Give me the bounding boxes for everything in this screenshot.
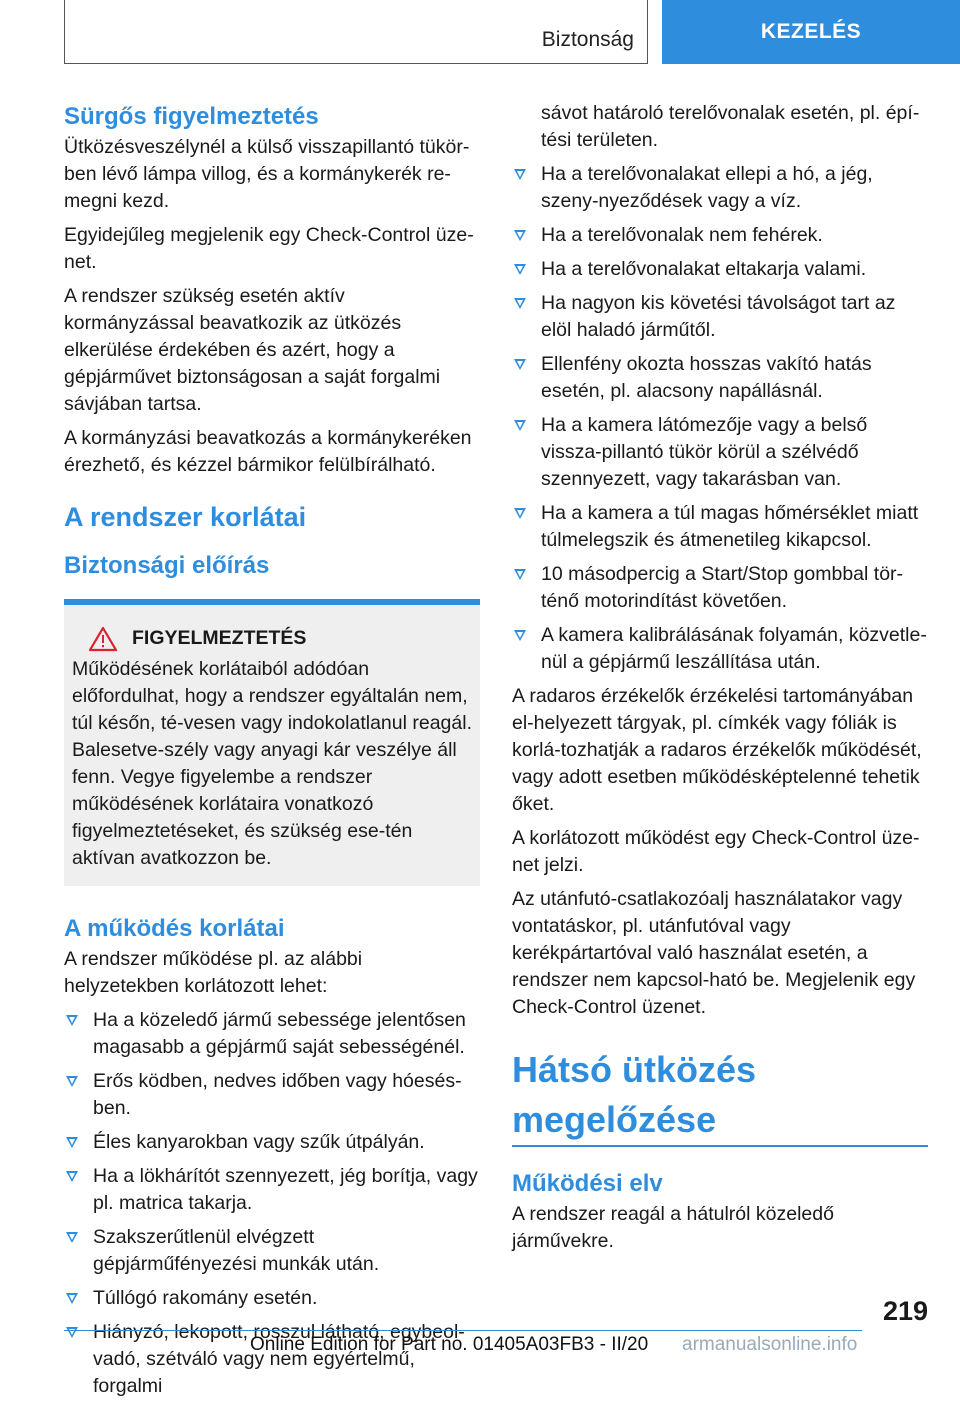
paragraph: A rendszer működése pl. az alábbi helyzetekben korlátozott lehet: — [64, 948, 363, 997]
heading-function-limits: A működés korlátai — [64, 915, 285, 942]
footer-rule — [64, 1330, 862, 1331]
page-number: 219 — [882, 1296, 928, 1326]
heading-rear-collision: Hátsó ütközés megelőzése — [512, 1049, 757, 1140]
list-item: Szakszerűtlenül elvégzett gépjárműfényezési munkák után. — [64, 1224, 480, 1278]
list-item: Ha nagyon kis követési távolságot tart az elöl haladó járműtől. — [512, 290, 928, 344]
list-item: Hiányzó, lekopott, rosszul látható, egybeol-vadó, szétváló vagy nem egyértelmű, forgalmi — [64, 1319, 480, 1400]
list-item: A kamera kalibrálásának folyamán, közvetle-nül a gépjármű leszállítása után. — [512, 622, 928, 676]
heading-system-limits: A rendszer korlátai — [64, 502, 307, 532]
watermark: armanualsonline.info — [682, 1334, 858, 1355]
bullet-triangle-icon — [66, 1293, 78, 1304]
list-item: Ha a terelővonalakat ellepi a hó, a jég, szeny-nyeződések vagy a víz. — [512, 161, 928, 215]
list-item: Ha a terelővonalakat eltakarja valami. — [512, 256, 928, 283]
header-chapter-tab[interactable]: KEZELÉS — [662, 0, 960, 64]
heading-rule — [512, 1045, 928, 1147]
bullet-triangle-icon — [66, 1232, 78, 1243]
bullet-triangle-icon — [514, 169, 526, 180]
left-column — [64, 100, 480, 1407]
paragraph: Ütközésveszélynél a külső visszapillantó tükör-ben lévő lámpa villog, és a kormánykerék re-megni kezd. — [64, 136, 470, 212]
list-item: Ha a terelővonalak nem fehérek. — [512, 222, 928, 249]
list-item: Erős ködben, nedves időben vagy hóesés-ben. — [64, 1068, 480, 1122]
paragraph: A korlátozott működést egy Check-Control üze-net jelzi. — [512, 827, 920, 876]
bullet-triangle-icon — [514, 569, 526, 580]
bullet-triangle-icon — [66, 1137, 78, 1148]
heading-urgent-warning: Sürgős figyelmeztetés — [64, 103, 319, 130]
right-column — [512, 100, 928, 1262]
bullet-triangle-icon — [66, 1327, 78, 1338]
list-item: Ha a közeledő jármű sebessége jelentősen magasabb a gépjármű saját sebességénél. — [64, 1007, 480, 1061]
list-item: Ha a kamera a túl magas hőmérséklet miatt túlmelegszik és átmenetileg kikapcsol. — [512, 500, 928, 554]
warning-text: Működésének korlátaiból adódóan előfordulhat, hogy a rendszer egyáltalán nem, túl későn, té-vesen vagy indokolatlanul reagál. Balesetve-szély vagy anyagi kár veszélye áll fenn. Vegye figyelembe a rendszer működésének korlátaira vonatkozó figyelmeztetéseket, és szükség ese-tén aktívan avatkozzon be. — [72, 658, 472, 869]
paragraph: A kormányzási beavatkozás a kormánykeréken érezhető, és kézzel bármikor felülbírálható. — [64, 427, 472, 476]
bullet-triangle-icon — [514, 630, 526, 641]
warning-box — [64, 599, 480, 886]
warning-header — [72, 625, 472, 652]
limits-list-continued — [512, 161, 928, 676]
footer-edition: Online Edition for Part no. 01405A03FB3 - II/20 — [250, 1334, 649, 1355]
bullet-triangle-icon — [514, 298, 526, 309]
bullet-triangle-icon — [66, 1015, 78, 1026]
paragraph: Az utánfutó-csatlakozóalj használatakor vagy vontatáskor, pl. utánfutóval vagy kerékpártartóval való használat esetén, a rendszer nem kapcsol-ható be. Megjelenik egy Check-Control üzenet. — [512, 888, 916, 1018]
bullet-triangle-icon — [514, 264, 526, 275]
list-item-continuation: sávot határoló terelővonalak esetén, pl. épí-tési területen. — [541, 102, 920, 151]
list-item: Túllógó rakomány esetén. — [64, 1285, 480, 1312]
warning-title: FIGYELMEZTETÉS — [132, 627, 307, 649]
warning-triangle-icon — [88, 626, 118, 652]
list-item: Ha a lökhárítót szennyezett, jég borítja, vagy pl. matrica takarja. — [64, 1163, 480, 1217]
bullet-triangle-icon — [514, 508, 526, 519]
list-item: Ellenfény okozta hosszas vakító hatás esetén, pl. alacsony napállásnál. — [512, 351, 928, 405]
paragraph: A radaros érzékelők érzékelési tartományában el-helyezett tárgyak, pl. címkék vagy fóliák is korlá-tozhatják a radaros érzékelők működését, vagy adott esetben működésképtelenné tehetik őket. — [512, 685, 922, 815]
list-item: Éles kanyarokban vagy szűk útpályán. — [64, 1129, 480, 1156]
paragraph: A rendszer szükség esetén aktív kormányzással beavatkozik az ütközés elkerülése érdekében és azért, hogy a gépjárművet biztonságosan a saját forgalmi sávjában tartsa. — [64, 285, 441, 415]
heading-safety-notice: Biztonsági előírás — [64, 552, 270, 579]
bullet-triangle-icon — [514, 420, 526, 431]
bullet-triangle-icon — [66, 1076, 78, 1087]
bullet-triangle-icon — [514, 230, 526, 241]
heading-operating-principle: Működési elv — [512, 1170, 663, 1197]
paragraph: Egyidejűleg megjelenik egy Check-Control üze-net. — [64, 224, 474, 273]
list-item: 10 másodpercig a Start/Stop gombbal tör-ténő motorindítást követően. — [512, 561, 928, 615]
bullet-triangle-icon — [66, 1171, 78, 1182]
paragraph: A rendszer reagál a hátulról közeledő járművekre. — [512, 1203, 834, 1252]
bullet-triangle-icon — [514, 359, 526, 370]
list-item: Ha a kamera látómezője vagy a belső vissza-pillantó tükör körül a szélvédő szennyezett, vagy takarásban van. — [512, 412, 928, 493]
header-section-title: Biztonság — [541, 28, 634, 51]
